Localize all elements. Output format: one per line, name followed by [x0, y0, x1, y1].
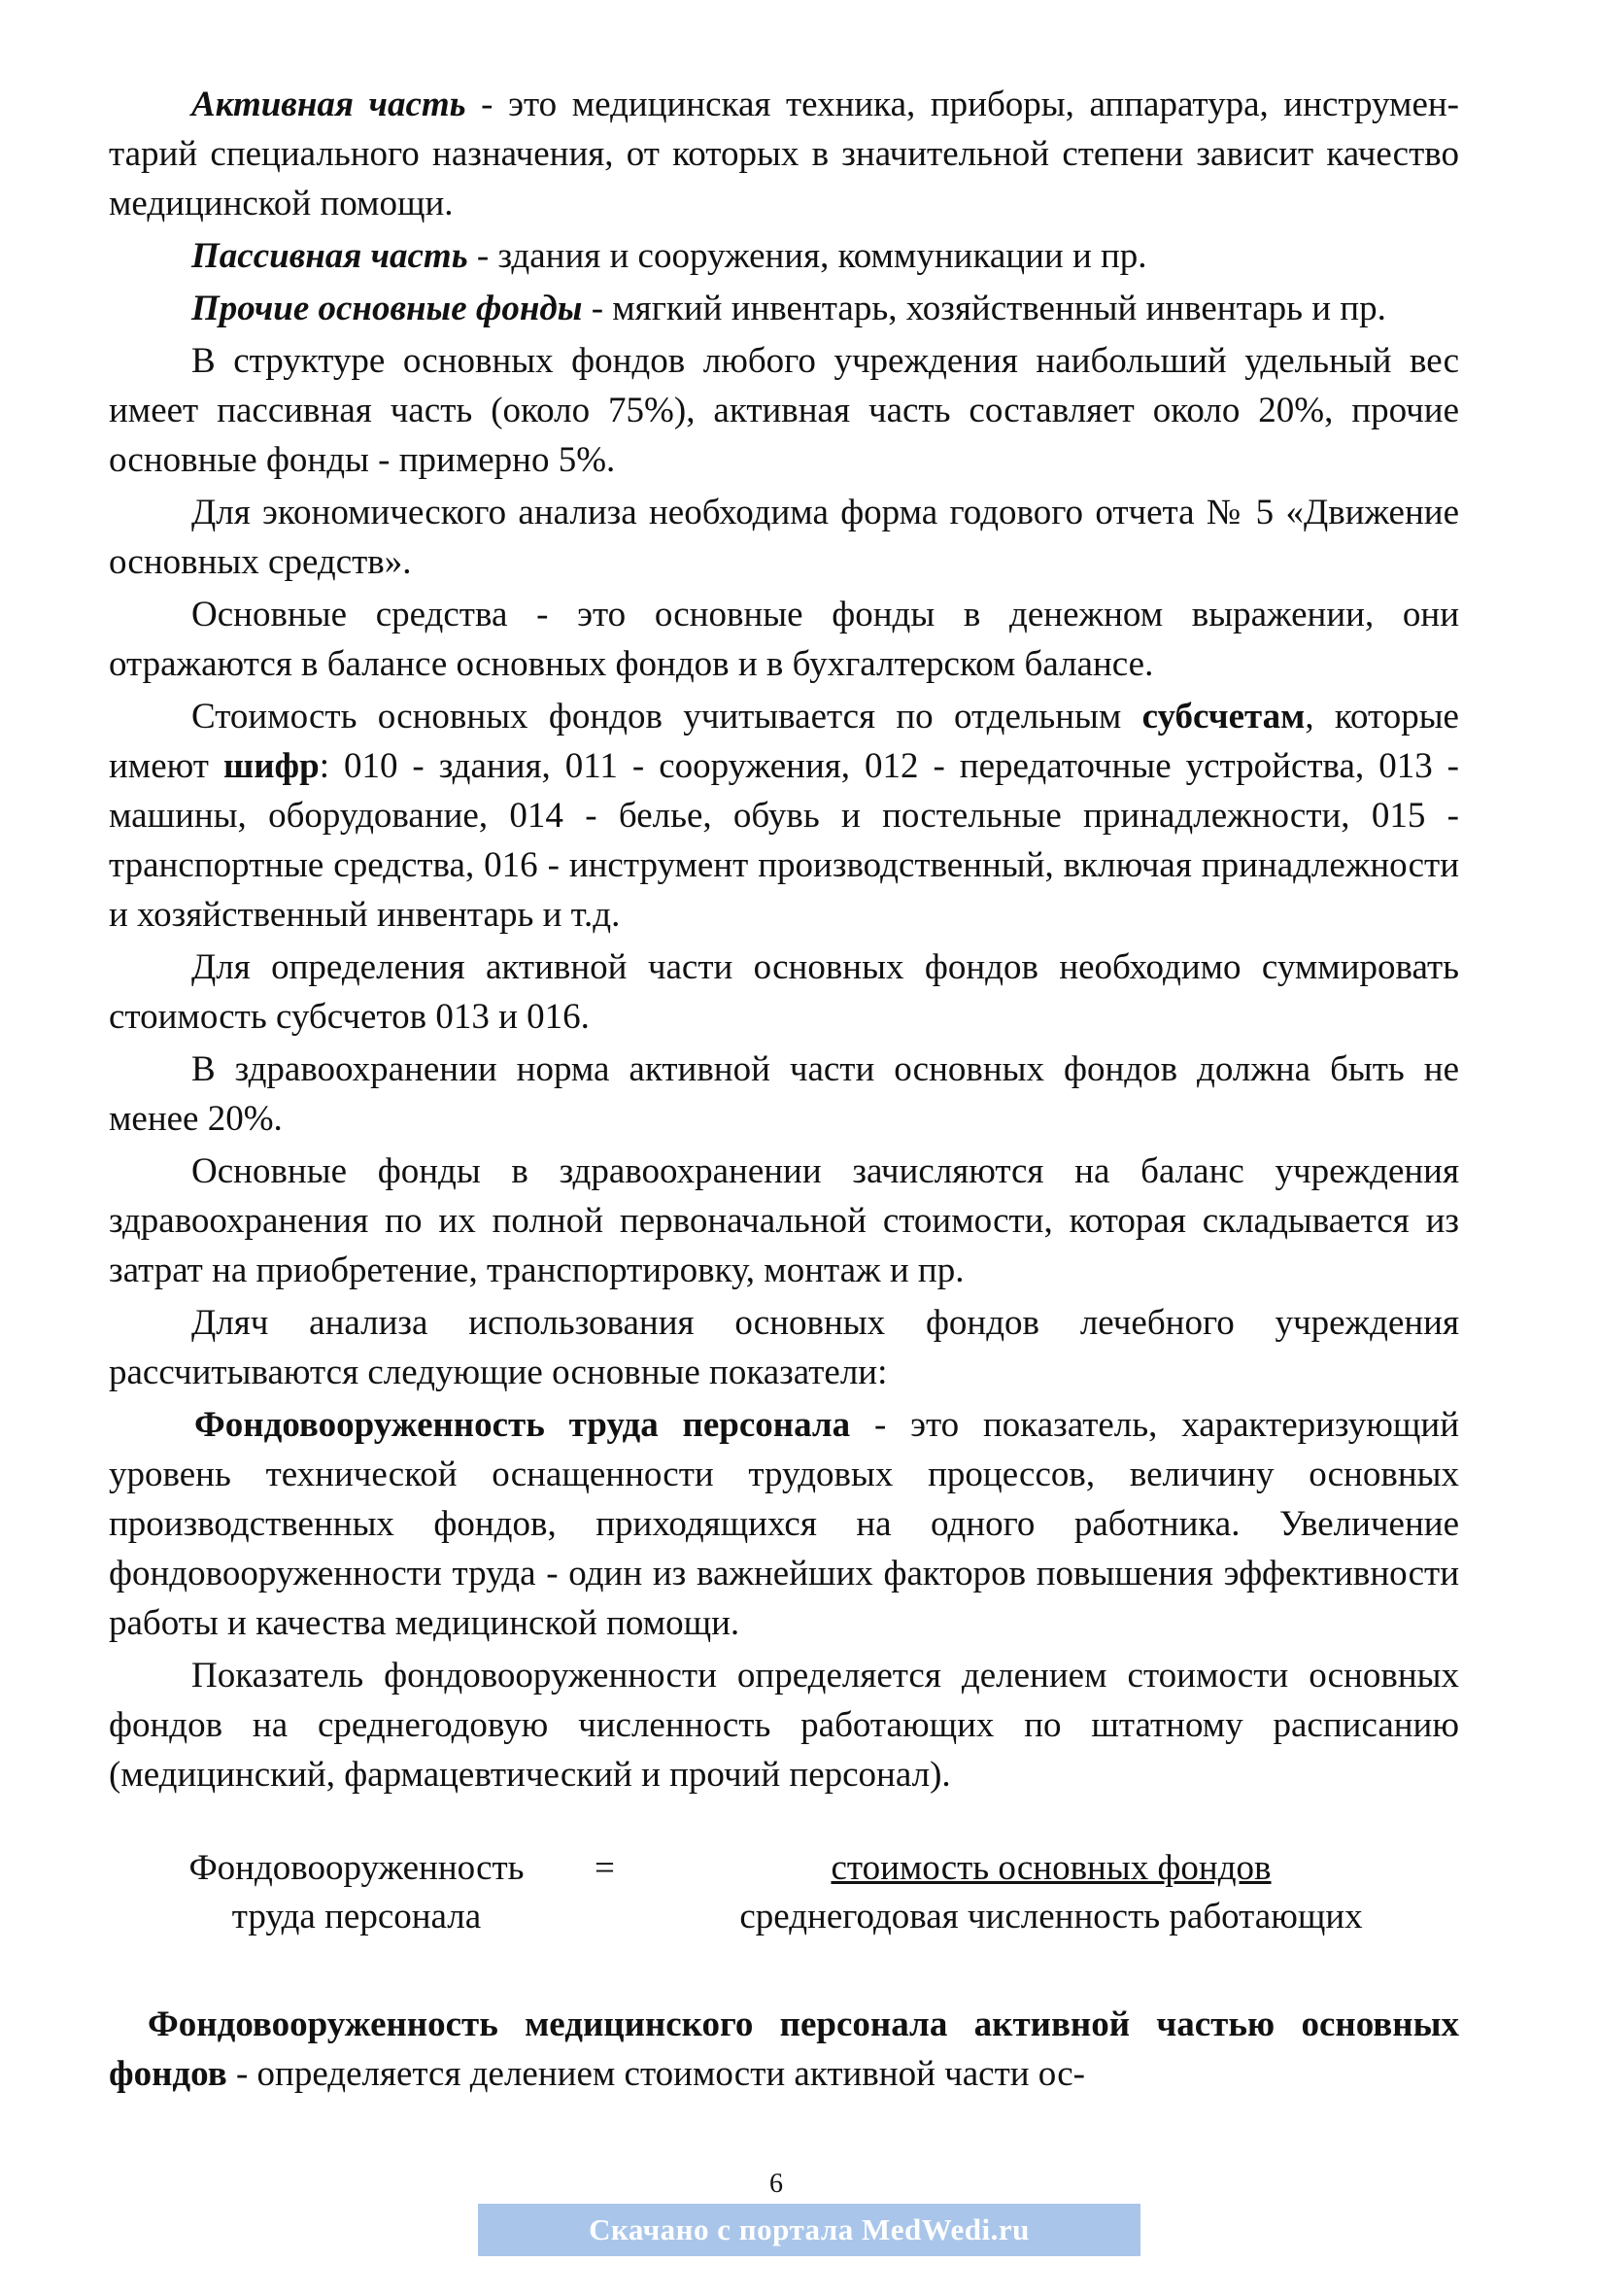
formula-left	[153, 1844, 561, 1941]
paragraph-active-part	[109, 80, 1459, 228]
paragraph-report-form: Для экономического анализа необходима форма годового отчета № 5 «Движение основных средств».	[109, 493, 1459, 582]
formula-equals: =	[595, 1848, 615, 1888]
term-medical-capital-ratio: Фондовооруженность медицинского персонала активной частью основных фондов	[109, 2005, 1459, 2094]
paragraph-fixed-assets: Основные средства - это основные фонды в денежном выражении, они отражаются в балансе основных фондов и в бухгалтерском балансе.	[109, 595, 1459, 684]
paragraph-ratio-definition: Показатель фондовооруженности определяется делением стоимости основных фондов на среднегодовую численность работающих по штатному расписанию (медицинский, фармацевтический и прочий персонал).	[109, 1656, 1459, 1795]
paragraph-balance: Основные фонды в здравоохранении зачисляются на баланс учреждения здравоохранения по их полной первоначальной стоимости, которая складывается из затрат на приобретение, транспортировку, монтаж и пр.	[109, 1151, 1459, 1290]
paragraph-structure: В структуре основных фондов любого учреждения наибольший удельный вес имеет пассивная часть (около 75%), активная часть составляет около 20%, прочие основные фонды - примерно 5%.	[109, 341, 1459, 480]
watermark-banner[interactable]	[478, 2204, 1140, 2256]
formula-left-line1: Фондовооруженность	[188, 1848, 525, 1888]
paragraph-capital-ratio	[109, 1400, 1459, 1648]
page-number: 6	[769, 2169, 783, 2199]
formula	[109, 1844, 1459, 1961]
paragraph-text: - это медицинская техника, приборы, аппаратура, инструмен- тарий специального назначения, от которых в значительной степени зависит качество медицинской помощи.	[109, 85, 1459, 223]
paragraph-analysis: Дляч анализа использования основных фондов лечебного учреждения рассчитываются следующие основные показатели:	[109, 1303, 1459, 1392]
formula-left-line2: труда персонала	[231, 1897, 482, 1936]
paragraph-text: Стоимость основных фондов учитывается по отдельным	[191, 697, 1142, 737]
term-code: шифр	[222, 746, 320, 786]
paragraph-text: - здания и сооружения, коммуникации и пр.	[467, 236, 1147, 276]
watermark-text[interactable]: Скачано с портала MedWedi.ru	[589, 2212, 1030, 2246]
formula-right	[672, 1844, 1430, 1941]
term-active-part: Активная часть	[191, 85, 466, 124]
term-subaccounts: субсчетам	[1141, 697, 1306, 737]
paragraph-passive-part	[109, 231, 1459, 281]
term-capital-ratio: Фондовооруженность труда персонала	[194, 1405, 851, 1445]
paragraph-active-sum: Для определения активной части основных фондов необходимо суммировать стоимость субсчетов 013 и 016.	[109, 947, 1459, 1037]
paragraph-text: - это показатель, характеризующий уровень технической оснащенности трудовых процессов, величину основных производственных фондов, приходящихся на одного работника. Увеличение фондовооруженности труда - один из важнейших факторов повышения эффективности работы и качества медицинской помощи.	[109, 1405, 1459, 1643]
formula-denominator: среднегодовая численность работающих	[739, 1897, 1363, 1936]
paragraph-other-funds	[109, 284, 1459, 333]
paragraph-text: , которые имеют	[109, 697, 1459, 786]
paragraph-text: : 010 - здания, 011 - сооружения, 012 - передаточные устройства, 013 - машины, оборудование, 014 - белье, обувь и постельные принадлежности, 015 - транспортные средства, 016 - инструмент производственный, включая принадлежности и хозяйственный инвентарь и т.д.	[109, 746, 1459, 935]
paragraph-final	[109, 2000, 1459, 2099]
paragraph-norm: В здравоохранении норма активной части основных фондов должна быть не менее 20%.	[109, 1049, 1459, 1139]
formula-numerator: стоимость основных фондов	[831, 1848, 1272, 1888]
page-body	[109, 80, 1459, 2102]
paragraph-subaccounts	[109, 692, 1459, 940]
paragraph-text: - определяется делением стоимости активной части ос-	[226, 2054, 1085, 2094]
paragraph-text: - мягкий инвентарь, хозяйственный инвентарь и пр.	[582, 289, 1386, 328]
term-other-funds: Прочие основные фонды	[191, 289, 583, 328]
term-passive-part: Пассивная часть	[191, 236, 468, 276]
